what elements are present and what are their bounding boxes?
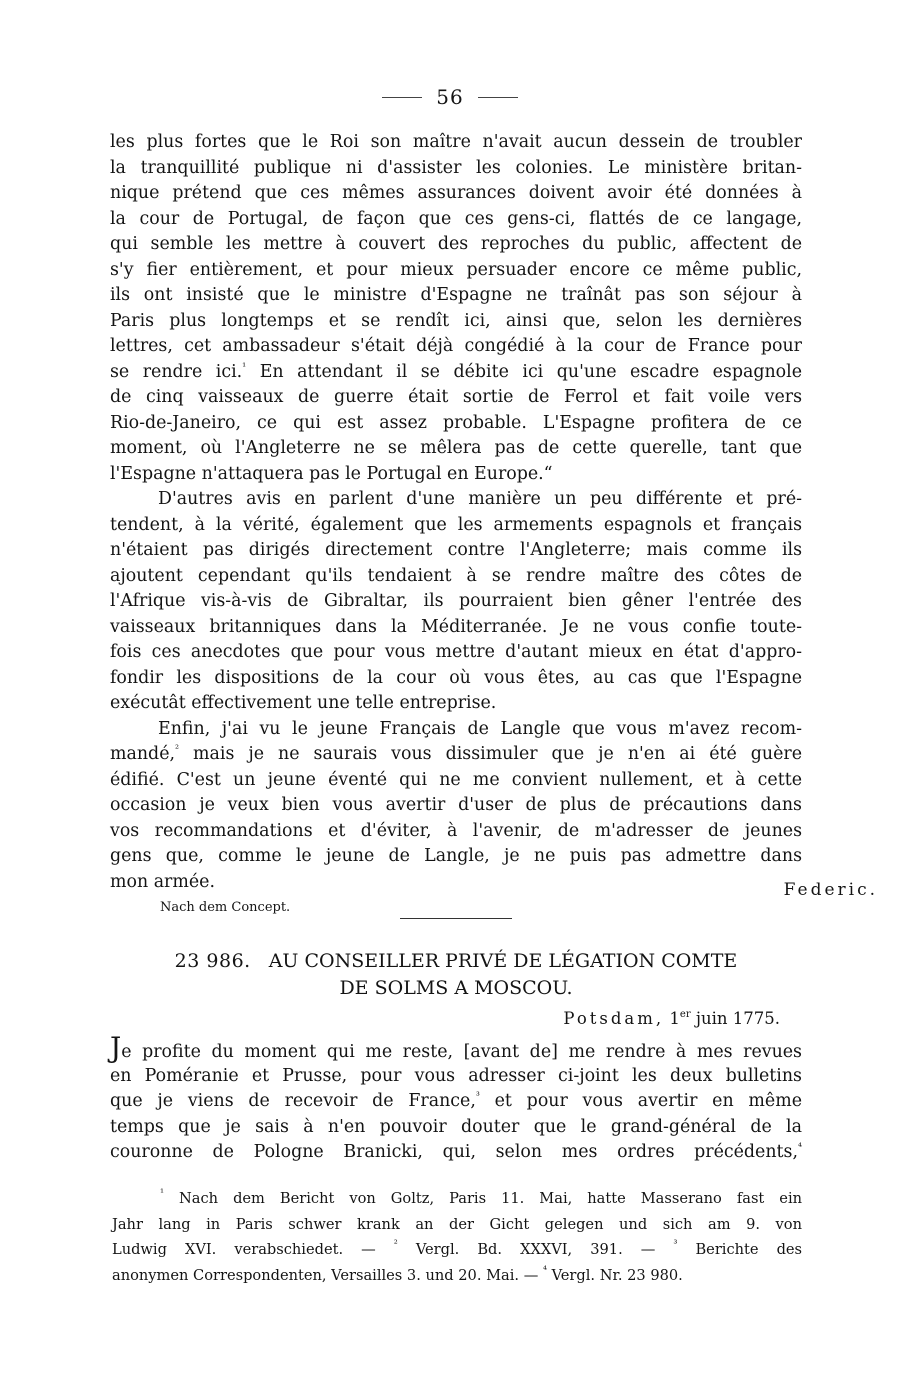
text-line-composite bbox=[110, 742, 802, 768]
text-line: en Poméranie et Prusse, pour vous adresser ci-joint les deux bulletins bbox=[110, 1065, 802, 1086]
footnote-mark: ⁴ bbox=[797, 1142, 802, 1153]
text-fragment: couronne de Pologne Branicki, qui, selon mes ordres précédents, bbox=[110, 1142, 798, 1162]
text-line: vaisseaux britanniques dans la Méditerranée. Je ne vous confie toute- bbox=[110, 616, 802, 637]
text-line: ils ont insisté que le ministre d'Espagne ne traînât pas son séjour à bbox=[110, 285, 802, 305]
source-note: Nach dem Concept. bbox=[160, 900, 291, 915]
footnote-text: Vergl. Bd. XXXVI, 391. — bbox=[415, 1241, 656, 1258]
text-line: nique prétend que ces mêmes assurances doivent avoir été données à bbox=[110, 183, 802, 203]
text-fragment: En attendant il se débite ici qu'une escadre espagnole bbox=[259, 361, 802, 382]
text-line-composite bbox=[110, 1089, 802, 1115]
footnote-text: Ludwig XVI. verabschiedet. — bbox=[112, 1241, 376, 1258]
text-line: ajoutent cependant qu'ils tendaient à se rendre maître des côtes de bbox=[110, 565, 802, 586]
text-line: Enfin, j'ai vu le jeune Français de Langle que vous m'avez recom- bbox=[158, 718, 802, 739]
footnote-mark: ³ bbox=[475, 1091, 480, 1102]
text-line: Rio-de-Janeiro, ce qui est assez probable. L'Espagne profitera de ce bbox=[110, 412, 802, 433]
text-fragment: se rendre ici. bbox=[110, 361, 243, 382]
document-title-part1: AU CONSEILLER PRIVÉ DE LÉGATION COMTE bbox=[268, 950, 738, 972]
footnote-text: Vergl. Nr. 23 980. bbox=[551, 1266, 683, 1284]
text-line: gens que, comme le jeune de Langle, je ne puis pas admettre dans bbox=[110, 846, 802, 866]
text-line: qui semble les mettre à couvert des reproches du public, affectent de bbox=[110, 234, 802, 254]
place: Potsdam, bbox=[563, 1009, 665, 1028]
footnote-mark: ¹ bbox=[242, 361, 247, 373]
text-line: de cinq vaisseaux de guerre était sortie de Ferrol et fait voile vers bbox=[110, 387, 802, 407]
text-line: tendent, à la vérité, également que les armements espagnols et français bbox=[110, 514, 802, 535]
text-fragment: e profite du moment qui me reste, [avant de] me rendre à mes revues bbox=[121, 1042, 802, 1062]
text-line: fondir les dispositions de la cour où vous êtes, au cas que l'Espagne bbox=[110, 667, 802, 688]
footnote-mark: ⁴ bbox=[542, 1264, 547, 1276]
footnote-text: Berichte des bbox=[695, 1241, 803, 1258]
text-line: les plus fortes que le Roi son maître n'avait aucun dessein de troubler bbox=[110, 132, 802, 152]
text-fragment: mandé, bbox=[110, 744, 176, 764]
text-line: la cour de Portugal, de façon que ces gens-ci, flattés de ce langage, bbox=[110, 208, 802, 229]
footnote-text: anonymen Correspondenten, Versailles 3. und 20. Mai. — bbox=[112, 1266, 539, 1284]
text-line: fois ces anecdotes que pour vous mettre d'autant mieux en état d'appro- bbox=[110, 642, 802, 662]
text-fragment: que je viens de recevoir de France, bbox=[110, 1091, 476, 1111]
text-line: n'étaient pas dirigés directement contre l'Angleterre; mais comme ils bbox=[110, 540, 802, 560]
text-fragment: mais je ne saurais vous dissimuler que je n'en ai été guère bbox=[193, 744, 803, 764]
text-line: Paris plus longtemps et se rendît ici, ainsi que, selon les dernières bbox=[110, 310, 802, 331]
letter-body bbox=[110, 130, 802, 895]
text-fragment: et pour vous avertir en même bbox=[494, 1091, 802, 1111]
text-line: l'Espagne n'attaquera pas le Portugal en Europe.“ bbox=[110, 463, 553, 484]
header-rule-right bbox=[478, 97, 518, 98]
footnote-line-composite bbox=[112, 1188, 802, 1214]
signature: Federic. bbox=[783, 880, 878, 900]
footnote-mark: ² bbox=[393, 1239, 398, 1250]
date-ordinal: er bbox=[679, 1009, 691, 1020]
letter-body-2 bbox=[110, 1031, 802, 1166]
text-line-composite bbox=[110, 1031, 802, 1064]
text-line: édifié. C'est un jeune éventé qui ne me convient nullement, et à cette bbox=[110, 769, 802, 790]
footnote-line-composite bbox=[112, 1265, 802, 1291]
text-line-composite bbox=[110, 360, 802, 386]
text-line: mon armée. bbox=[110, 871, 215, 892]
place-date bbox=[563, 1009, 780, 1028]
document-heading bbox=[110, 948, 802, 1002]
footnote-text: Nach dem Bericht von Goltz, Paris 11. Mai, hatte Masserano fast ein bbox=[179, 1190, 803, 1207]
footnote-mark: ¹ bbox=[160, 1188, 165, 1199]
page-number: 56 bbox=[436, 85, 464, 109]
text-line: temps que je sais à n'en pouvoir douter que le grand-général de la bbox=[110, 1116, 802, 1137]
text-line: l'Afrique vis-à-vis de Gibraltar, ils pourraient bien gêner l'entrée des bbox=[110, 591, 802, 611]
footnote-line-composite bbox=[112, 1239, 802, 1265]
heading-line-1 bbox=[110, 948, 802, 975]
page-header bbox=[0, 82, 900, 112]
date-day: 1 bbox=[669, 1009, 680, 1028]
document-number: 23 986. bbox=[174, 950, 251, 972]
drop-cap: J bbox=[110, 1031, 122, 1064]
text-line: vos recommandations et d'éviter, à l'avenir, de m'adresser de jeunes bbox=[110, 820, 802, 841]
footnote-line: Jahr lang in Paris schwer krank an der Gicht gelegen und sich am 9. von bbox=[112, 1215, 802, 1233]
footnotes bbox=[112, 1188, 802, 1290]
text-line: occasion je veux bien vous avertir d'user de plus de précautions dans bbox=[110, 795, 802, 815]
text-line: exécutât effectivement une telle entreprise. bbox=[110, 693, 497, 713]
footnote-mark: ² bbox=[175, 744, 180, 755]
text-line: moment, où l'Angleterre ne se mêlera pas de cette querelle, tant que bbox=[110, 438, 802, 458]
text-line: D'autres avis en parlent d'une manière un peu différente et pré- bbox=[158, 489, 802, 509]
header-rule-left bbox=[382, 97, 422, 98]
footnote-mark: ³ bbox=[673, 1239, 678, 1250]
section-divider bbox=[400, 918, 512, 919]
text-line: la tranquillité publique ni d'assister les colonies. Le ministère britan- bbox=[110, 157, 802, 178]
date-rest: juin 1775. bbox=[690, 1009, 780, 1028]
text-line-composite bbox=[110, 1140, 802, 1166]
document-title-part2: DE SOLMS A MOSCOU. bbox=[339, 977, 573, 999]
text-line: lettres, cet ambassadeur s'était déjà congédié à la cour de France pour bbox=[110, 336, 802, 356]
text-line: s'y fier entièrement, et pour mieux persuader encore ce même public, bbox=[110, 259, 802, 280]
